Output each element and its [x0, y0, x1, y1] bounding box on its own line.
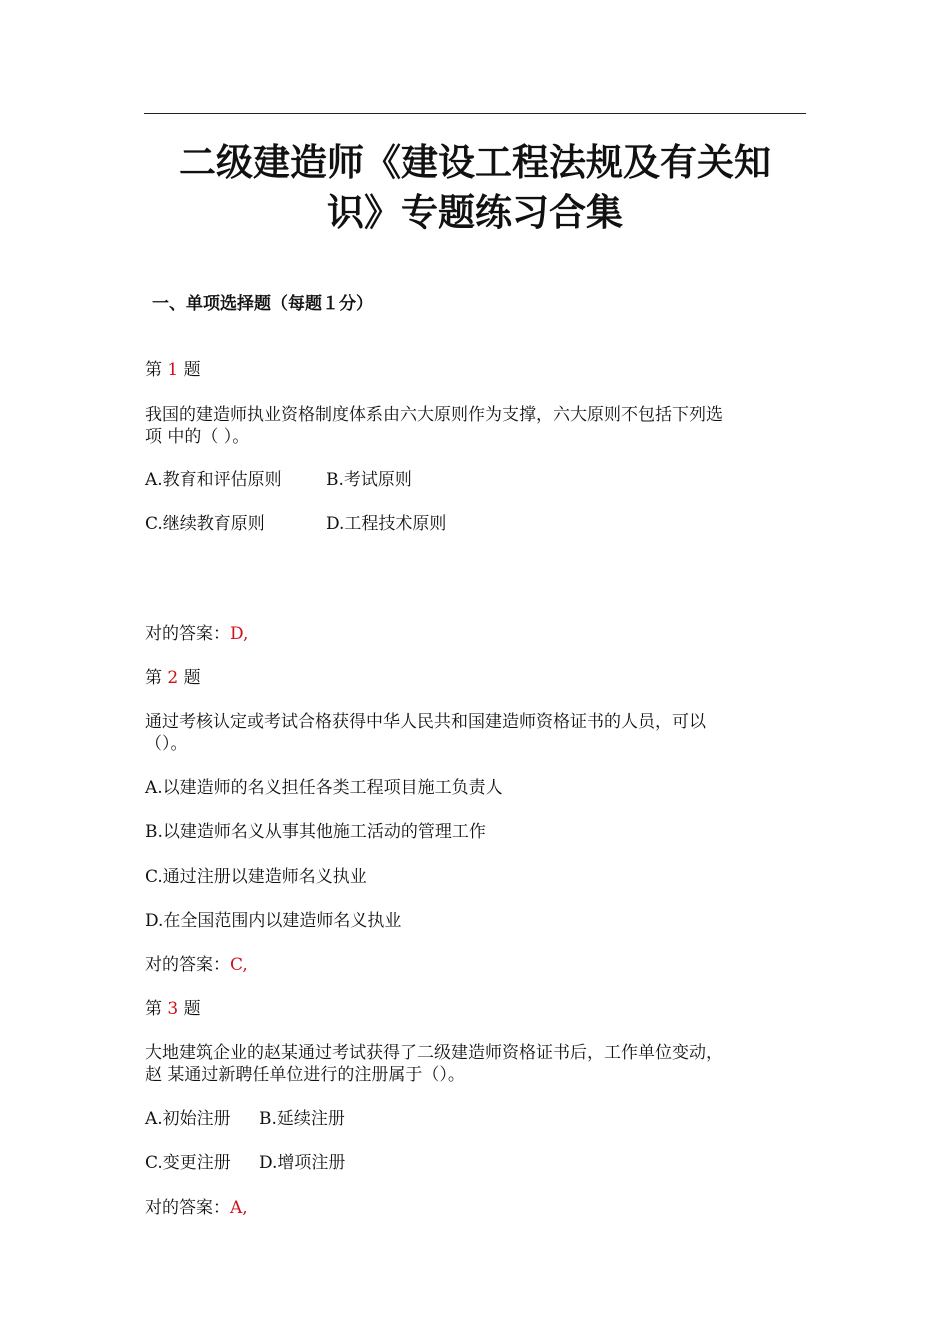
- question-1-option-c: C.继续教育原则: [145, 514, 265, 534]
- question-3-header: 第 3 题: [145, 999, 201, 1019]
- question-3-option-b: B.延续注册: [259, 1109, 345, 1129]
- question-1-header: 第 1 题: [145, 360, 201, 380]
- question-3-number: 3: [167, 999, 179, 1019]
- question-1-answer: 对的答案：D,: [145, 624, 249, 644]
- question-1-option-d: D.工程技术原则: [326, 514, 447, 534]
- question-2-stem-line-2: （）。: [145, 734, 188, 754]
- question-3-answer: 对的答案：A,: [145, 1198, 248, 1218]
- question-1-answer-value: D,: [230, 624, 249, 644]
- title-line-1: 二级建造师《建设工程法规及有关知: [179, 141, 771, 184]
- question-1-option-b: B.考试原则: [326, 470, 412, 490]
- question-3-stem-line-2: 赵 某通过新聘任单位进行的注册属于（）。: [145, 1065, 465, 1085]
- question-3-option-d: D.增项注册: [259, 1153, 346, 1173]
- question-3-option-c: C.变更注册: [145, 1153, 231, 1173]
- question-1-option-a: A.教育和评估原则: [145, 470, 282, 490]
- question-2-answer-value: C,: [230, 955, 248, 975]
- question-2-option-a: A.以建造师的名义担任各类工程项目施工负责人: [145, 778, 503, 798]
- section-heading: 一、单项选择题（每题１分）: [152, 294, 373, 314]
- question-2-option-b: B.以建造师名义从事其他施工活动的管理工作: [145, 822, 486, 842]
- question-2-number: 2: [167, 668, 179, 688]
- question-2-stem-line-1: 通过考核认定或考试合格获得中华人民共和国建造师资格证书的人员，可以: [145, 712, 706, 732]
- question-1-number: 1: [167, 360, 179, 380]
- question-3-option-a: A.初始注册: [145, 1109, 231, 1129]
- question-2-option-c: C.通过注册以建造师名义执业: [145, 867, 367, 887]
- question-2-header: 第 2 题: [145, 668, 201, 688]
- question-3-answer-value: A,: [230, 1198, 248, 1218]
- document-title: [144, 138, 806, 238]
- question-1-stem-line-1: 我国的建造师执业资格制度体系由六大原则作为支撑，六大原则不包括下列选: [145, 405, 723, 425]
- question-2-answer: 对的答案：C,: [145, 955, 248, 975]
- question-3-stem-line-1: 大地建筑企业的赵某通过考试获得了二级建造师资格证书后，工作单位变动，: [145, 1043, 723, 1063]
- question-2-option-d: D.在全国范围内以建造师名义执业: [145, 911, 402, 931]
- header-rule: [144, 113, 806, 114]
- title-line-2: 识》专题练习合集: [327, 191, 623, 234]
- question-1-stem-line-2: 项 中的（ ）。: [145, 427, 250, 447]
